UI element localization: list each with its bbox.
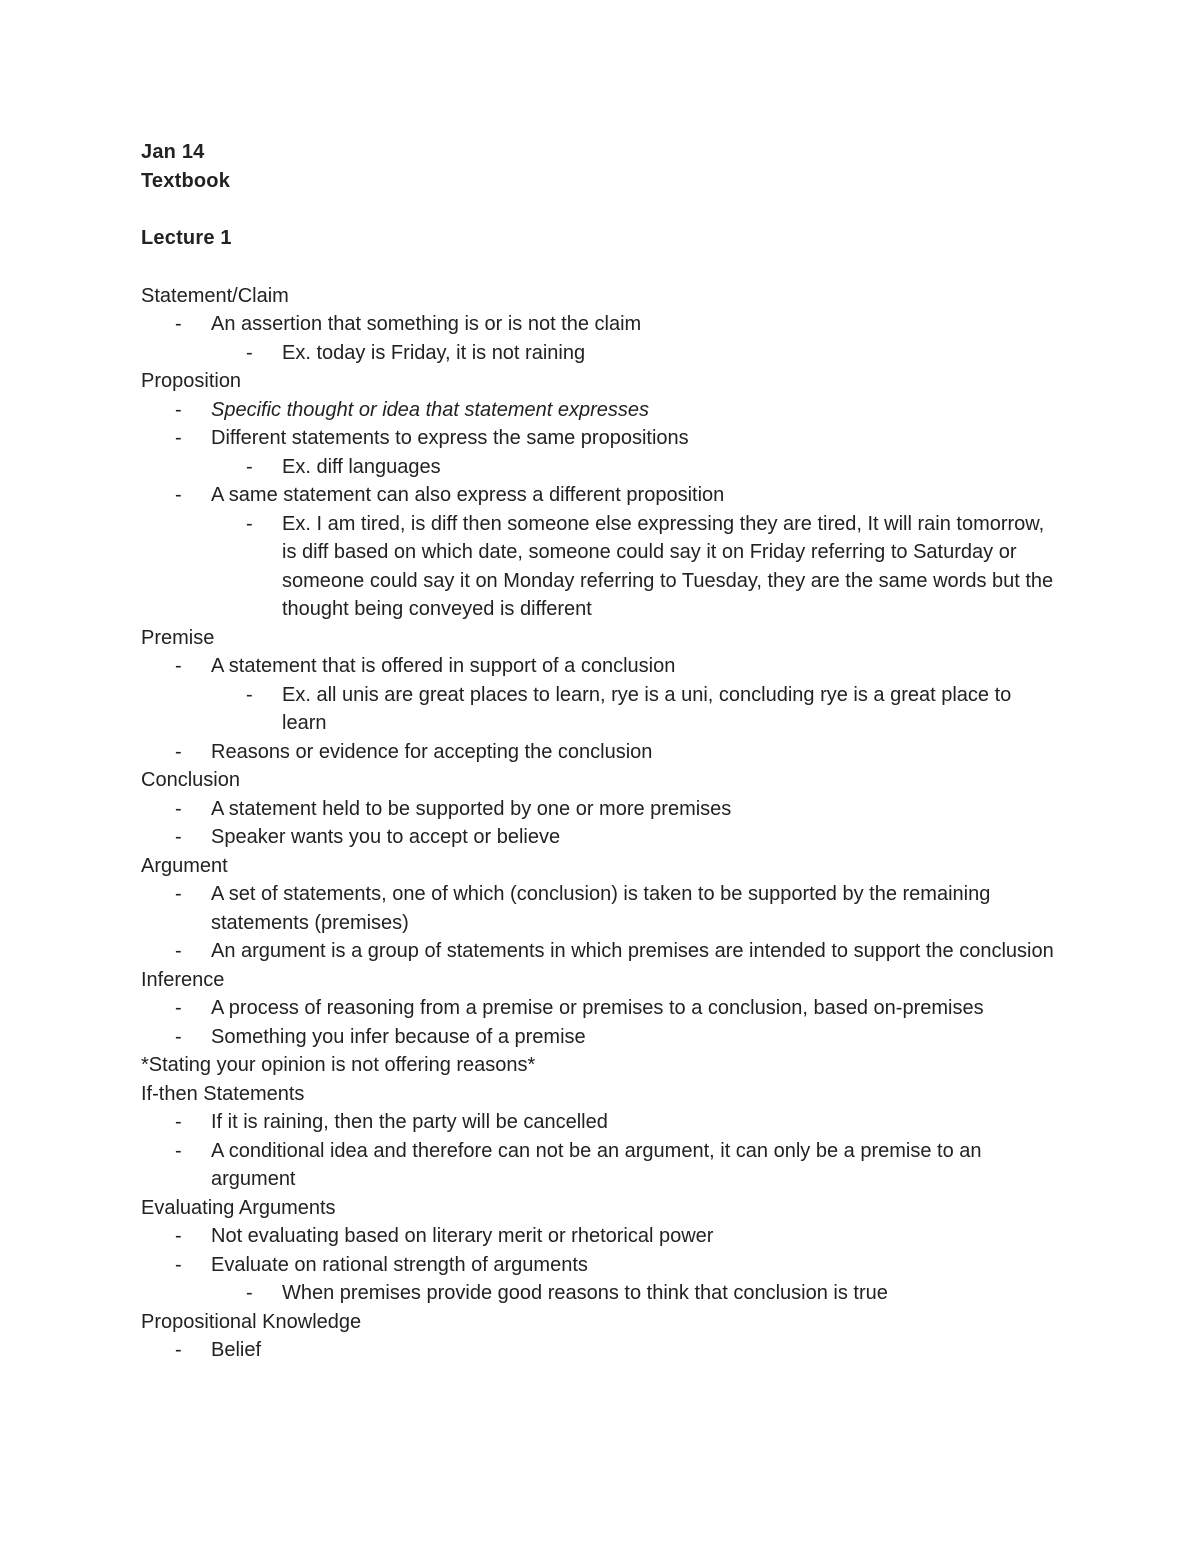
dash-bullet-icon: -	[175, 797, 182, 820]
bullet-text: If it is raining, then the party will be cancelled	[211, 1111, 608, 1133]
bullet-text: A set of statements, one of which (conclusion) is taken to be supported by the remaining statements (premises)	[211, 883, 991, 934]
bullet-item	[141, 795, 1061, 824]
bullet-text: Ex. today is Friday, it is not raining	[282, 341, 586, 364]
section-heading: Argument	[141, 854, 228, 877]
dash-bullet-icon: -	[175, 655, 182, 677]
dash-bullet-icon: -	[175, 427, 182, 449]
bullet-item	[141, 738, 1061, 767]
bullet-item	[141, 1336, 1061, 1365]
bullet-text: Ex. I am tired, is diff then someone else expressing they are tired, It will rain tomorrow, is diff based on which date, someone could say it on Friday referring to Saturday or someone could say it on Monday referring to Tuesday, they are the same words but the thought being conveyed is different	[282, 512, 1054, 620]
sub-bullet-item	[141, 681, 1061, 738]
dash-bullet-icon: -	[175, 1139, 182, 1162]
bullet-text: A statement that is offered in support of a conclusion	[211, 655, 676, 677]
bullet-text: A process of reasoning from a premise or premises to a conclusion, based on-premises	[211, 997, 984, 1019]
bullet-text: An argument is a group of statements in which premises are intended to support the conclusion	[211, 940, 1054, 962]
bullet-item	[141, 994, 1061, 1023]
bullet-item	[141, 880, 1061, 937]
dash-bullet-icon: -	[175, 1025, 182, 1048]
dash-bullet-icon: -	[175, 1225, 182, 1247]
dash-bullet-icon: -	[175, 313, 182, 335]
notes-body	[141, 282, 1061, 1365]
blank-line	[141, 253, 1061, 282]
bullet-text: An assertion that something is or is not the claim	[211, 313, 642, 335]
bullet-item	[141, 396, 1061, 425]
section-heading: *Stating your opinion is not offering reasons*	[141, 1054, 536, 1076]
source-heading: Textbook	[141, 169, 231, 192]
dash-bullet-icon: -	[175, 883, 182, 905]
dash-bullet-icon: -	[175, 826, 182, 848]
sub-bullet-item	[141, 339, 1061, 368]
section-heading: If-then Statements	[141, 1082, 305, 1105]
section-heading: Inference	[141, 968, 225, 991]
bullet-text: Belief	[211, 1339, 262, 1361]
bullet-item	[141, 1222, 1061, 1251]
bullet-text: Not evaluating based on literary merit or rhetorical power	[211, 1225, 714, 1247]
bullet-text: Specific thought or idea that statement expresses	[211, 398, 650, 421]
bullet-item	[141, 1137, 1061, 1194]
bullet-item	[141, 823, 1061, 852]
section-heading: Propositional Knowledge	[141, 1310, 362, 1333]
sub-bullet-item	[141, 510, 1061, 624]
bullet-item	[141, 481, 1061, 510]
bullet-text: A same statement can also express a different proposition	[211, 484, 725, 506]
dash-bullet-icon: -	[246, 683, 253, 706]
dash-bullet-icon: -	[246, 341, 253, 364]
section-heading: Proposition	[141, 370, 242, 392]
section-heading: Evaluating Arguments	[141, 1196, 336, 1219]
dash-bullet-icon: -	[175, 1339, 182, 1361]
bullet-item	[141, 310, 1061, 339]
bullet-text: Ex. diff languages	[282, 455, 441, 478]
bullet-text: Ex. all unis are great places to learn, rye is a uni, concluding rye is a great place to learn	[282, 683, 1012, 734]
date-heading: Jan 14	[141, 141, 205, 163]
section-heading: Statement/Claim	[141, 284, 289, 307]
dash-bullet-icon: -	[175, 484, 182, 506]
sub-bullet-item	[141, 1279, 1061, 1308]
bullet-text: Reasons or evidence for accepting the conclusion	[211, 740, 653, 763]
dash-bullet-icon: -	[175, 740, 182, 763]
dash-bullet-icon: -	[246, 1282, 253, 1304]
dash-bullet-icon: -	[175, 940, 182, 962]
bullet-item	[141, 1108, 1061, 1137]
bullet-text: Something you infer because of a premise	[211, 1025, 586, 1048]
sub-bullet-item	[141, 453, 1061, 482]
dash-bullet-icon: -	[175, 398, 182, 421]
section-heading: Conclusion	[141, 769, 240, 791]
dash-bullet-icon: -	[175, 1111, 182, 1133]
section-heading: Premise	[141, 626, 215, 649]
bullet-text: A conditional idea and therefore can not be an argument, it can only be a premise to an argument	[211, 1139, 982, 1190]
bullet-item	[141, 1023, 1061, 1052]
document-page	[141, 138, 1061, 1365]
bullet-text: A statement held to be supported by one or more premises	[211, 797, 732, 820]
lecture-heading: Lecture 1	[141, 227, 232, 249]
dash-bullet-icon: -	[175, 1253, 182, 1276]
bullet-item	[141, 424, 1061, 453]
dash-bullet-icon: -	[175, 997, 182, 1019]
dash-bullet-icon: -	[246, 512, 253, 535]
bullet-text: Different statements to express the same propositions	[211, 427, 689, 449]
bullet-text: When premises provide good reasons to think that conclusion is true	[282, 1282, 888, 1304]
bullet-item	[141, 937, 1061, 966]
dash-bullet-icon: -	[246, 455, 253, 478]
bullet-item	[141, 1251, 1061, 1280]
blank-line	[141, 195, 1061, 224]
bullet-item	[141, 652, 1061, 681]
bullet-text: Evaluate on rational strength of arguments	[211, 1253, 588, 1276]
bullet-text: Speaker wants you to accept or believe	[211, 826, 561, 848]
